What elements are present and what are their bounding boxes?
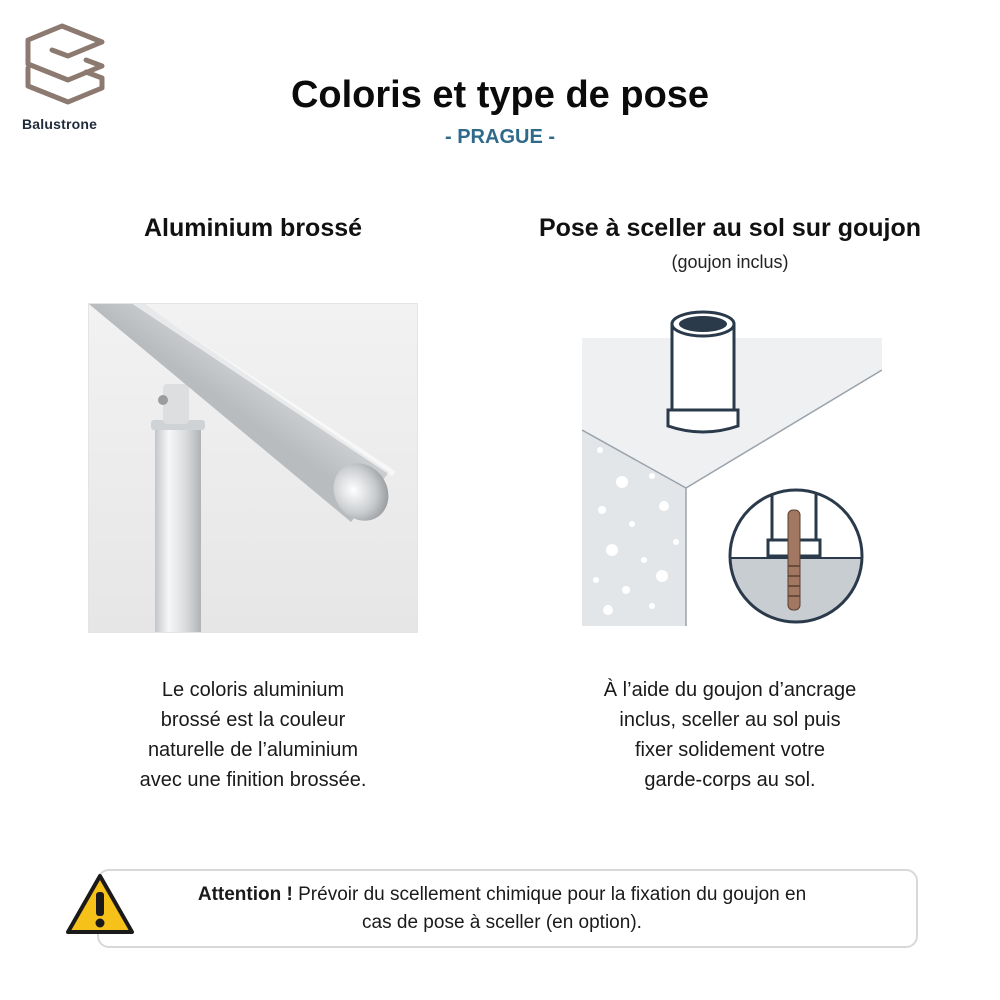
attention-notice-text: [132, 881, 872, 937]
installation-description-line: garde-corps au sol.: [644, 769, 816, 791]
page-subtitle: - PRAGUE -: [445, 126, 555, 148]
floor-sealing-stud-diagram: [582, 310, 882, 626]
finish-description-line: brossé est la couleur: [160, 709, 346, 731]
installation-description-line: À l’aide du goujon d’ancrage: [603, 679, 857, 701]
installation-description-line: fixer solidement votre: [634, 739, 826, 761]
notice-line-2: cas de pose à sceller (en option).: [362, 912, 642, 933]
installation-description-line: inclus, sceller au sol puis: [619, 709, 841, 731]
installation-description: [560, 675, 900, 795]
page-title: Coloris et type de pose: [290, 74, 710, 116]
brand-name: Balustrone: [22, 116, 98, 132]
notice-line-1: [132, 881, 872, 909]
warning-triangle-icon: [64, 872, 136, 938]
notice-line-1-text: Prévoir du scellement chimique pour la fixation du goujon en: [292, 884, 807, 905]
installation-subheading: (goujon inclus): [671, 252, 789, 272]
finish-description-line: naturelle de l’aluminium: [147, 739, 359, 761]
finish-description: [98, 675, 408, 795]
installation-heading: Pose à sceller au sol sur goujon: [538, 214, 922, 242]
finish-description-line: avec une finition brossée.: [139, 769, 367, 791]
finish-description-line: Le coloris aluminium: [161, 679, 345, 701]
brushed-aluminium-handrail-photo: [88, 303, 418, 633]
finish-heading: Aluminium brossé: [143, 214, 363, 242]
notice-label: Attention !: [197, 884, 293, 905]
